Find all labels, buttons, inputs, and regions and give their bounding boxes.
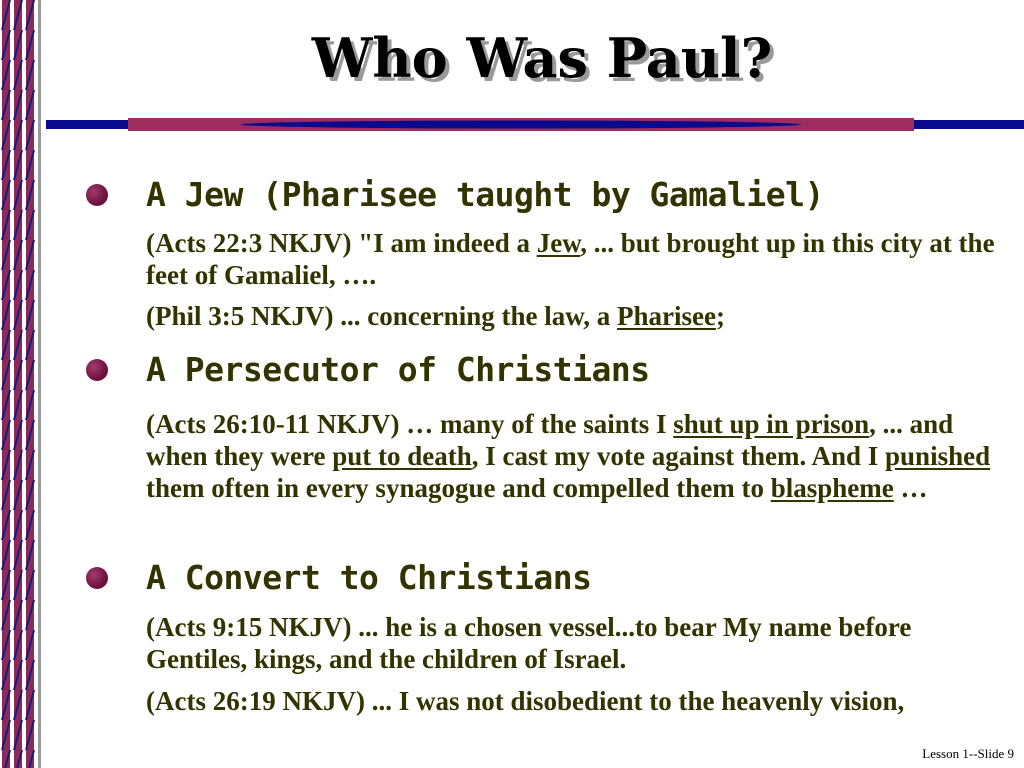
underlined-term: punished [885,441,991,471]
slide-title: Who Was Paul? [311,26,773,90]
section-heading-convert: A Convert to Christians [146,558,592,597]
underlined-term: put to death [332,441,472,471]
quote-acts-26-19: (Acts 26:19 NKJV) ... I was not disobedient to the heavenly vision, [146,686,905,716]
title-divider [46,116,1024,138]
section-heading-persecutor: A Persecutor of Christians [146,350,650,389]
quote-phil-3-5: (Phil 3:5 NKJV) ... concerning the law, a Pharisee; [146,301,725,331]
section-heading-jew: A Jew (Pharisee taught by Gamaliel) [146,175,824,214]
quote-acts-22-3: (Acts 22:3 NKJV) "I am indeed a Jew, ... but brought up in this city at the feet of Gamaliel, …. [146,228,995,290]
quote-acts-26-10: (Acts 26:10-11 NKJV) … many of the saints I shut up in prison, ... and when they were put to death, I cast my vote against them. And I punished them often in every synagogue and compelled them to blaspheme … [146,409,991,503]
underlined-term: blaspheme [770,473,894,503]
underlined-term: Jew [536,228,581,258]
bullet-icon [86,567,108,589]
decorative-side-stripe [0,0,46,768]
bullet-icon [86,184,108,206]
underlined-term: Pharisee [616,301,716,331]
slide-footer: Lesson 1--Slide 9 [922,746,1014,761]
underlined-term: shut up in prison [673,409,870,439]
bullet-icon [86,359,108,381]
quote-acts-9-15: (Acts 9:15 NKJV) ... he is a chosen vessel...to bear My name before Gentiles, kings, and the children of Israel. [146,612,912,674]
